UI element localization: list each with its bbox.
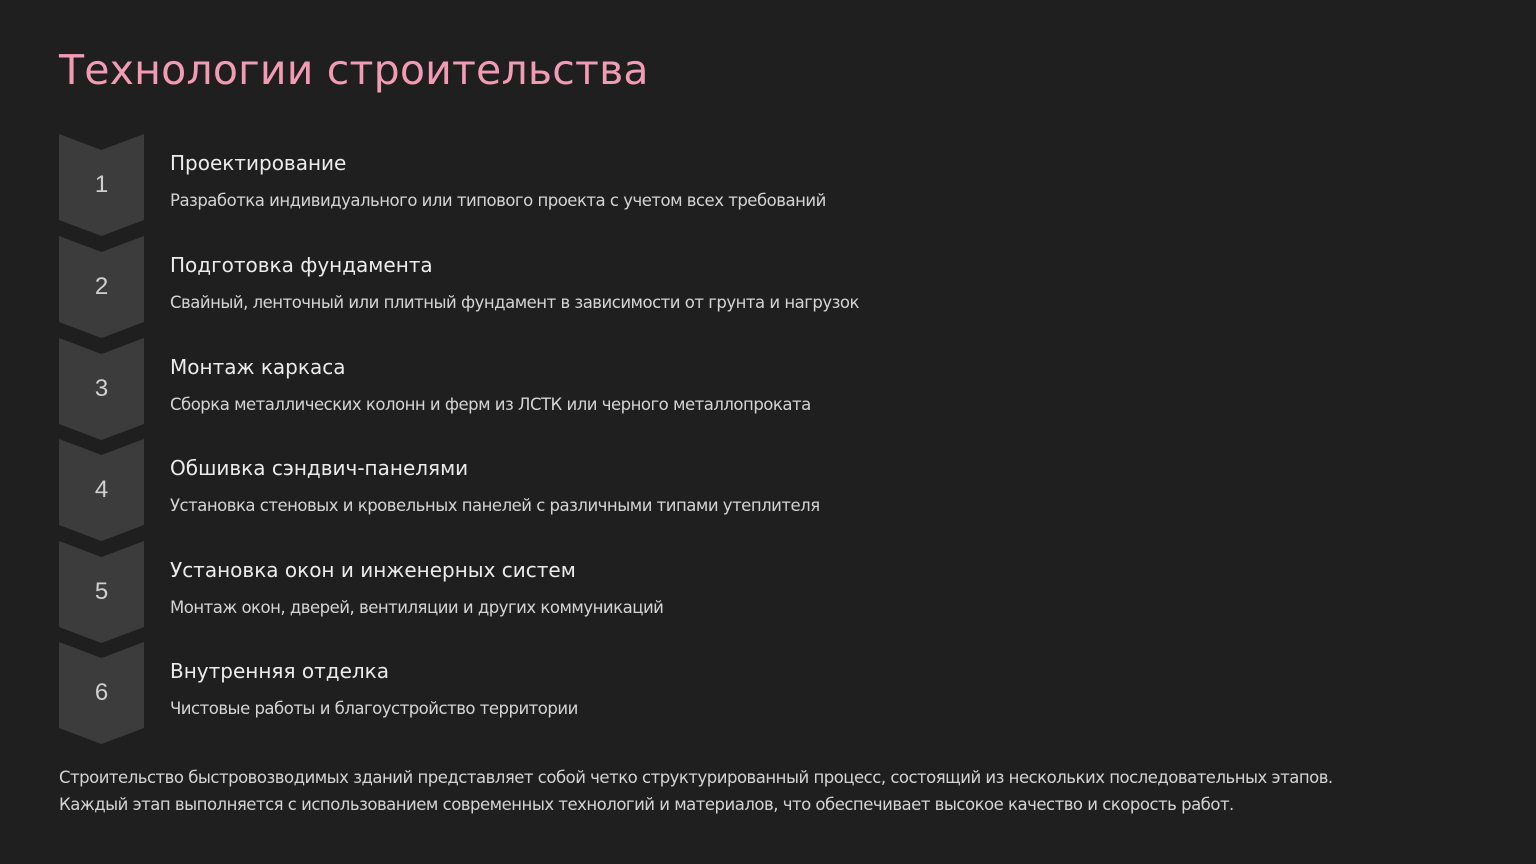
step-number: 5 <box>94 578 109 605</box>
step-title: Монтаж каркаса <box>170 355 346 379</box>
step-number: 1 <box>94 171 109 198</box>
step-description: Сборка металлических колонн и ферм из ЛСТК или черного металлопроката <box>170 395 811 414</box>
step-title: Установка окон и инженерных систем <box>170 558 576 582</box>
footer-line: Строительство быстровозводимых зданий представляет собой четко структурированный процесс, состоящий из нескольких последовательных этапов. <box>59 768 1333 787</box>
step-item <box>59 338 1059 440</box>
step-title: Обшивка сэндвич-панелями <box>170 456 469 480</box>
step-item <box>59 236 1059 338</box>
step-description: Чистовые работы и благоустройство территории <box>170 699 578 718</box>
step-title: Внутренняя отделка <box>170 659 389 683</box>
step-number: 6 <box>94 679 109 706</box>
step-title: Подготовка фундамента <box>170 253 433 277</box>
footer-text <box>59 764 1479 818</box>
footer-line: Каждый этап выполняется с использованием современных технологий и материалов, что обеспечивает высокое качество и скорость работ. <box>59 795 1234 814</box>
step-number: 3 <box>94 375 109 402</box>
step-description: Установка стеновых и кровельных панелей с различными типами утеплителя <box>170 496 820 515</box>
step-title: Проектирование <box>170 151 347 175</box>
step-item <box>59 439 1059 541</box>
step-number: 2 <box>94 273 109 300</box>
step-item <box>59 134 1059 236</box>
step-description: Свайный, ленточный или плитный фундамент в зависимости от грунта и нагрузок <box>170 293 859 312</box>
step-item <box>59 541 1059 643</box>
step-description: Разработка индивидуального или типового проекта с учетом всех требований <box>170 191 826 210</box>
step-number: 4 <box>94 476 109 503</box>
page-title: Технологии строительства <box>59 46 649 94</box>
step-description: Монтаж окон, дверей, вентиляции и других коммуникаций <box>170 598 664 617</box>
step-item <box>59 642 1059 744</box>
